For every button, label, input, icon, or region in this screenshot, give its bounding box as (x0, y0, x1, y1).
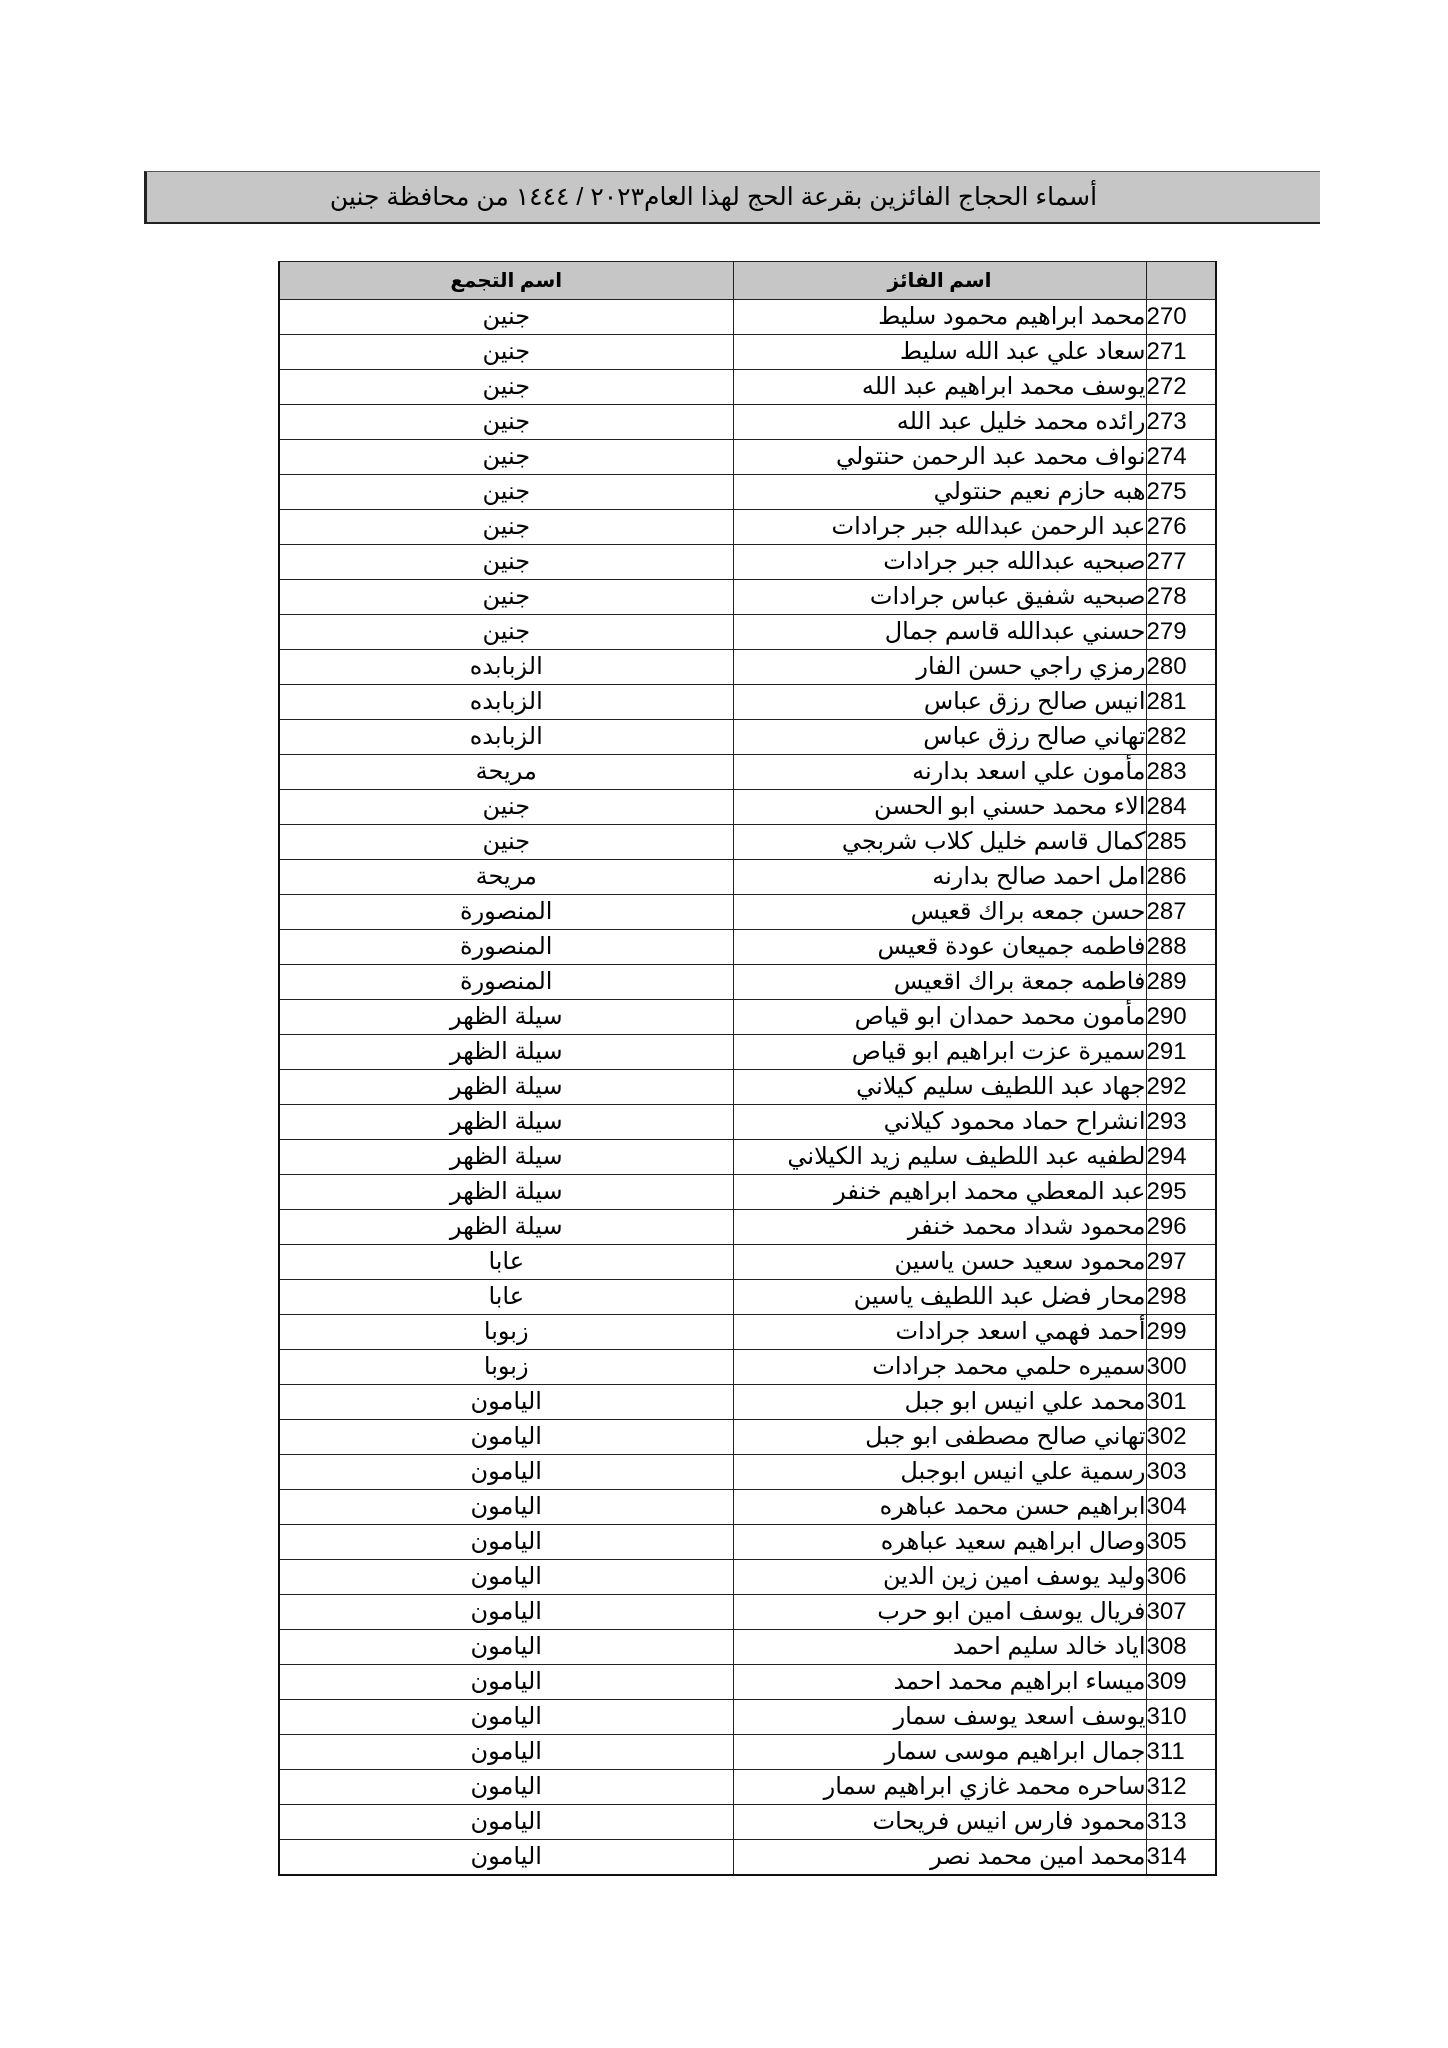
table-row (279, 1595, 1216, 1630)
winner-name: تهاني صالح مصطفى ابو جبل (733, 1420, 1146, 1455)
winner-name: ميساء ابراهيم محمد احمد (733, 1665, 1146, 1700)
winner-name: صبحيه شفيق عباس جرادات (733, 580, 1146, 615)
table-row (279, 1280, 1216, 1315)
table-row (279, 1805, 1216, 1840)
group-name: اليامون (279, 1560, 733, 1595)
table-row (279, 1140, 1216, 1175)
table-header-row (279, 262, 1216, 300)
row-number: 297 (1146, 1245, 1216, 1280)
winner-name: جمال ابراهيم موسى سمار (733, 1735, 1146, 1770)
winner-name: سميره حلمي محمد جرادات (733, 1350, 1146, 1385)
winner-name: فاطمه جمعة براك اقعيس (733, 965, 1146, 1000)
table-row (279, 1665, 1216, 1700)
row-number: 302 (1146, 1420, 1216, 1455)
group-name: سيلة الظهر (279, 1000, 733, 1035)
group-name: اليامون (279, 1840, 733, 1876)
table-row (279, 1735, 1216, 1770)
row-number: 304 (1146, 1490, 1216, 1525)
winner-name: ابراهيم حسن محمد عباهره (733, 1490, 1146, 1525)
table-body (279, 300, 1216, 1876)
winner-name: رمزي راجي حسن الفار (733, 650, 1146, 685)
group-name: جنين (279, 475, 733, 510)
row-number: 299 (1146, 1315, 1216, 1350)
table-row (279, 860, 1216, 895)
group-name: اليامون (279, 1420, 733, 1455)
row-number: 309 (1146, 1665, 1216, 1700)
row-number: 291 (1146, 1035, 1216, 1070)
group-name: زبوبا (279, 1315, 733, 1350)
table-row (279, 720, 1216, 755)
table-row (279, 965, 1216, 1000)
row-number: 271 (1146, 335, 1216, 370)
group-name: جنين (279, 440, 733, 475)
row-number: 292 (1146, 1070, 1216, 1105)
group-name: جنين (279, 405, 733, 440)
group-name: سيلة الظهر (279, 1035, 733, 1070)
group-name: جنين (279, 510, 733, 545)
row-number: 308 (1146, 1630, 1216, 1665)
table-row (279, 510, 1216, 545)
winner-name: محمد ابراهيم محمود سليط (733, 300, 1146, 335)
winner-name: محمود فارس انيس فريحات (733, 1805, 1146, 1840)
row-number: 287 (1146, 895, 1216, 930)
table-row (279, 1245, 1216, 1280)
row-number: 293 (1146, 1105, 1216, 1140)
group-name: مريحة (279, 860, 733, 895)
table-row (279, 1420, 1216, 1455)
row-number: 281 (1146, 685, 1216, 720)
winner-name: عبد الرحمن عبدالله جبر جرادات (733, 510, 1146, 545)
table-row (279, 370, 1216, 405)
group-name: اليامون (279, 1805, 733, 1840)
group-name: اليامون (279, 1700, 733, 1735)
header-group-name: اسم التجمع (279, 262, 733, 300)
winner-name: وليد يوسف امين زين الدين (733, 1560, 1146, 1595)
table-row (279, 475, 1216, 510)
group-name: الزبابده (279, 685, 733, 720)
table-row (279, 895, 1216, 930)
winner-name: جهاد عبد اللطيف سليم كيلاني (733, 1070, 1146, 1105)
winner-name: لطفيه عبد اللطيف سليم زيد الكيلاني (733, 1140, 1146, 1175)
row-number: 274 (1146, 440, 1216, 475)
winner-name: محمد امين محمد نصر (733, 1840, 1146, 1876)
table-row (279, 1000, 1216, 1035)
winner-name: رسمية علي انيس ابوجبل (733, 1455, 1146, 1490)
group-name: اليامون (279, 1735, 733, 1770)
winner-name: محمد علي انيس ابو جبل (733, 1385, 1146, 1420)
winner-name: يوسف اسعد يوسف سمار (733, 1700, 1146, 1735)
group-name: جنين (279, 300, 733, 335)
group-name: سيلة الظهر (279, 1105, 733, 1140)
winner-name: تهاني صالح رزق عباس (733, 720, 1146, 755)
table-row (279, 335, 1216, 370)
table-row (279, 1315, 1216, 1350)
winner-name: اياد خالد سليم احمد (733, 1630, 1146, 1665)
table-row (279, 1525, 1216, 1560)
table-row (279, 300, 1216, 335)
row-number: 277 (1146, 545, 1216, 580)
table-row (279, 1070, 1216, 1105)
winner-name: ساحره محمد غازي ابراهيم سمار (733, 1770, 1146, 1805)
row-number: 311 (1146, 1735, 1216, 1770)
winner-name: امل احمد صالح بدارنه (733, 860, 1146, 895)
group-name: جنين (279, 825, 733, 860)
group-name: زبوبا (279, 1350, 733, 1385)
group-name: اليامون (279, 1490, 733, 1525)
row-number: 288 (1146, 930, 1216, 965)
group-name: جنين (279, 335, 733, 370)
group-name: جنين (279, 615, 733, 650)
winner-name: يوسف محمد ابراهيم عبد الله (733, 370, 1146, 405)
table-row (279, 1035, 1216, 1070)
row-number: 286 (1146, 860, 1216, 895)
group-name: الزبابده (279, 650, 733, 685)
row-number: 296 (1146, 1210, 1216, 1245)
row-number: 294 (1146, 1140, 1216, 1175)
group-name: المنصورة (279, 965, 733, 1000)
table-row (279, 1385, 1216, 1420)
winner-name: صبحيه عبدالله جبر جرادات (733, 545, 1146, 580)
row-number: 300 (1146, 1350, 1216, 1385)
row-number: 314 (1146, 1840, 1216, 1876)
row-number: 272 (1146, 370, 1216, 405)
row-number: 306 (1146, 1560, 1216, 1595)
row-number: 312 (1146, 1770, 1216, 1805)
winner-name: سعاد علي عبد الله سليط (733, 335, 1146, 370)
group-name: مريحة (279, 755, 733, 790)
group-name: المنصورة (279, 930, 733, 965)
group-name: جنين (279, 790, 733, 825)
group-name: سيلة الظهر (279, 1210, 733, 1245)
winner-name: حسن جمعه براك قعيس (733, 895, 1146, 930)
group-name: سيلة الظهر (279, 1070, 733, 1105)
winner-name: وصال ابراهيم سعيد عباهره (733, 1525, 1146, 1560)
table-row (279, 1210, 1216, 1245)
table-row (279, 440, 1216, 475)
row-number: 273 (1146, 405, 1216, 440)
row-number: 270 (1146, 300, 1216, 335)
row-number: 278 (1146, 580, 1216, 615)
row-number: 289 (1146, 965, 1216, 1000)
row-number: 295 (1146, 1175, 1216, 1210)
winner-name: فريال يوسف امين ابو حرب (733, 1595, 1146, 1630)
row-number: 305 (1146, 1525, 1216, 1560)
winner-name: نواف محمد عبد الرحمن حنتولي (733, 440, 1146, 475)
row-number: 290 (1146, 1000, 1216, 1035)
winner-name: أحمد فهمي اسعد جرادات (733, 1315, 1146, 1350)
header-winner-name: اسم الفائز (733, 262, 1146, 300)
group-name: سيلة الظهر (279, 1140, 733, 1175)
winner-name: محمود سعيد حسن ياسين (733, 1245, 1146, 1280)
group-name: عابا (279, 1280, 733, 1315)
table-row (279, 1630, 1216, 1665)
winner-name: انيس صالح رزق عباس (733, 685, 1146, 720)
row-number: 285 (1146, 825, 1216, 860)
table-row (279, 1770, 1216, 1805)
group-name: الزبابده (279, 720, 733, 755)
row-number: 279 (1146, 615, 1216, 650)
winner-name: كمال قاسم خليل كلاب شربجي (733, 825, 1146, 860)
table-row (279, 1490, 1216, 1525)
table-row (279, 615, 1216, 650)
winner-name: فاطمه جميعان عودة قعيس (733, 930, 1146, 965)
winner-name: محمود شداد محمد خنفر (733, 1210, 1146, 1245)
group-name: جنين (279, 545, 733, 580)
table-row (279, 580, 1216, 615)
table-row (279, 930, 1216, 965)
winner-name: انشراح حماد محمود كيلاني (733, 1105, 1146, 1140)
table-row (279, 825, 1216, 860)
table-row (279, 1840, 1216, 1876)
row-number: 275 (1146, 475, 1216, 510)
table-row (279, 1350, 1216, 1385)
row-number: 303 (1146, 1455, 1216, 1490)
row-number: 313 (1146, 1805, 1216, 1840)
group-name: جنين (279, 370, 733, 405)
group-name: سيلة الظهر (279, 1175, 733, 1210)
group-name: المنصورة (279, 895, 733, 930)
group-name: اليامون (279, 1455, 733, 1490)
winner-name: مأمون محمد حمدان ابو قياص (733, 1000, 1146, 1035)
table-row (279, 1700, 1216, 1735)
row-number: 307 (1146, 1595, 1216, 1630)
row-number: 310 (1146, 1700, 1216, 1735)
group-name: اليامون (279, 1525, 733, 1560)
document-title: أسماء الحجاج الفائزين بقرعة الحج لهذا العام٢٠٢٣ / ١٤٤٤ من محافظة جنين (144, 171, 1320, 224)
row-number: 284 (1146, 790, 1216, 825)
table-row (279, 1175, 1216, 1210)
row-number: 276 (1146, 510, 1216, 545)
group-name: اليامون (279, 1385, 733, 1420)
winners-table (278, 261, 1217, 1876)
table-row (279, 755, 1216, 790)
group-name: اليامون (279, 1665, 733, 1700)
table-row (279, 405, 1216, 440)
table-row (279, 1560, 1216, 1595)
winner-name: رائده محمد خليل عبد الله (733, 405, 1146, 440)
table-row (279, 1105, 1216, 1140)
winner-name: سميرة عزت ابراهيم ابو قياص (733, 1035, 1146, 1070)
winner-name: مأمون علي اسعد بدارنه (733, 755, 1146, 790)
table-row (279, 650, 1216, 685)
table-row (279, 1455, 1216, 1490)
winner-name: الاء محمد حسني ابو الحسن (733, 790, 1146, 825)
table-row (279, 790, 1216, 825)
winner-name: عبد المعطي محمد ابراهيم خنفر (733, 1175, 1146, 1210)
winner-name: هبه حازم نعيم حنتولي (733, 475, 1146, 510)
table-row (279, 545, 1216, 580)
winner-name: حسني عبدالله قاسم جمال (733, 615, 1146, 650)
winner-name: محار فضل عبد اللطيف ياسين (733, 1280, 1146, 1315)
group-name: اليامون (279, 1770, 733, 1805)
group-name: عابا (279, 1245, 733, 1280)
header-number (1146, 262, 1216, 300)
row-number: 301 (1146, 1385, 1216, 1420)
group-name: جنين (279, 580, 733, 615)
row-number: 283 (1146, 755, 1216, 790)
row-number: 298 (1146, 1280, 1216, 1315)
group-name: اليامون (279, 1595, 733, 1630)
table-row (279, 685, 1216, 720)
row-number: 282 (1146, 720, 1216, 755)
row-number: 280 (1146, 650, 1216, 685)
group-name: اليامون (279, 1630, 733, 1665)
